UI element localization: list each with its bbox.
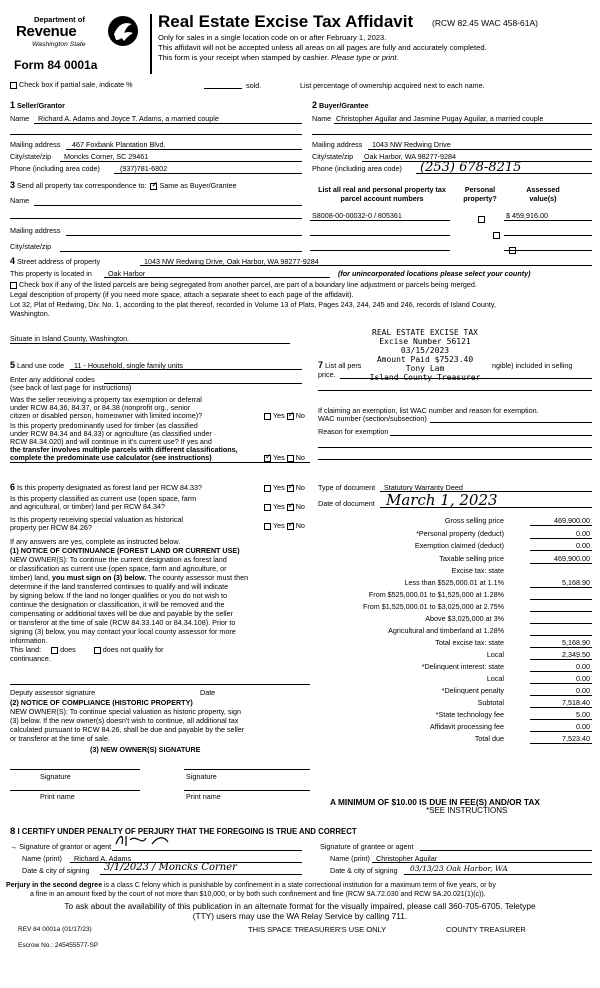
forest-q1: 6 Is this property designated as forest land per RCW 84.33? [10, 482, 202, 492]
owner-sig2: Signature [186, 772, 217, 781]
q2c: RCW 84.34.020) and will continue in it's current use? If yes and [10, 437, 212, 446]
treasurer-stamp: REAL ESTATE EXCISE TAX Excise Number 56121 03/15/2023 Amount Paid $7523.40 Tony Lam Island County Treasurer [369, 328, 481, 382]
forest-q3-yes[interactable] [264, 523, 271, 530]
dept-line1: Department of [34, 15, 85, 24]
header-note1: Only for sales in a single location code on or after February 1, 2023. [158, 33, 387, 42]
grantee-name[interactable]: Christopher Aguilar [376, 854, 438, 863]
certify-heading: 8 I CERTIFY UNDER PENALTY OF PERJURY THAT THE FOREGOING IS TRUE AND CORRECT [10, 826, 357, 837]
correspondence-row: 3 Send all property tax correspondence to: ✓ Same as Buyer/Grantee [10, 180, 237, 190]
corr-mailing-label: Mailing address [10, 226, 61, 235]
grantee-sig-label: Signature of grantee or agent [320, 842, 414, 851]
rev-number: REV 84 0001a (01/17/23) [18, 926, 92, 933]
notice1-l4: determine if the land transferred continues to qualify and will indicate [10, 582, 229, 591]
q1-yesno: Yes✓ No [262, 411, 305, 420]
header-divider [150, 14, 152, 74]
forest-q3-yesno: Yes✓ No [262, 521, 305, 530]
grantee-date-label: Date & city of signing [330, 866, 398, 875]
does-not-checkbox[interactable] [94, 647, 101, 654]
seller-mailing[interactable]: 467 Foxbank Plantation Blvd. [72, 140, 166, 149]
forest-q2a: Is this property classified as current use (open space, farm [10, 494, 197, 503]
seller-phone-label: Phone (including area code) [10, 164, 100, 173]
notice1-heading: (1) NOTICE OF CONTINUANCE (FOREST LAND OR CURRENT USE) [10, 546, 240, 555]
exemption-label: If claiming an exemption, list WAC number and reason for exemption. [318, 406, 539, 415]
buyer-name[interactable]: Christopher Aguilar and Jasmine Pugay Aguilar, a married couple [336, 114, 544, 123]
tax-row-line [530, 683, 592, 684]
tax-row-label: Affidavit processing fee [429, 722, 504, 731]
tax-row-label: Local [486, 650, 504, 659]
tax-row-line [530, 599, 592, 600]
tax-row-label: Subtotal [477, 698, 504, 707]
grantor-signature-icon [112, 832, 212, 850]
tax-row-label: From $1,525,000.01 to $3,025,000 at 2.75% [362, 602, 504, 611]
same-as-buyer-checkbox[interactable] [150, 183, 157, 190]
tax-row-label: Total due [474, 734, 504, 743]
land-use-code[interactable]: 11 - Household, single family units [74, 361, 183, 370]
header-note3: This form is your receipt when stamped by cashier. Please type or print. [158, 53, 399, 62]
q2a: Is this property predominantly used for timber (as classified [10, 421, 198, 430]
tax-row-label: *Delinquent penalty [441, 686, 504, 695]
tax-row-label: Agricultural and timberland at 1.28% [388, 626, 504, 635]
notice1-l9: signing (3) below, you may contact your local county assessor for more [10, 627, 236, 636]
escrow-number: Escrow No.: 245455577-SP [18, 942, 99, 949]
tax-row-line [530, 707, 592, 708]
tax-row-value[interactable]: 0.00 [576, 541, 590, 550]
seller-mailing-label: Mailing address [10, 140, 61, 149]
tax-row-label: *State technology fee [435, 710, 504, 719]
dept-line2: Revenue [16, 23, 77, 40]
tax-row-value[interactable]: 0.00 [576, 674, 590, 683]
revenue-logo [12, 14, 152, 58]
form-title: Real Estate Excise Tax Affidavit [158, 12, 414, 31]
notice1-l3: timber) land, you must sign on (3) below. The county assessor must then [10, 573, 249, 582]
assessed-col-header: Assessed value(s) [526, 185, 560, 203]
tax-row-value[interactable]: 0.00 [576, 722, 590, 731]
tax-row-value[interactable]: 5,168.90 [562, 578, 590, 587]
this-land-row: This land: does does not qualify for [10, 645, 164, 654]
form-rcw: (RCW 82.45 WAC 458-61A) [432, 18, 538, 28]
notice1-l7: compensating or additional taxes will be due and payable by the seller [10, 609, 233, 618]
seller-name[interactable]: Richard A. Adams and Joyce T. Adams, a married couple [38, 114, 219, 123]
notice3-heading: (3) NEW OWNER(S) SIGNATURE [90, 745, 201, 754]
tax-row-value[interactable]: 469,900.00 [554, 516, 590, 525]
form-id: Form 84 0001a [14, 58, 98, 72]
tax-row-label: Gross selling price [444, 516, 504, 525]
continuance: continuance. [10, 654, 51, 663]
personal-prop-c: price. [318, 370, 336, 379]
tax-row-line [530, 731, 592, 732]
tax-row-line [530, 538, 592, 539]
header-note2: This affidavit will not be accepted unless all areas on all pages are fully and accurately completed. [158, 43, 487, 52]
tax-row-value[interactable]: 7,518.40 [562, 698, 590, 707]
seller-city-label: City/state/zip [10, 152, 52, 161]
grantor-date[interactable]: 3/1/2023 / Moncks Corner [104, 862, 237, 873]
buyer-city-label: City/state/zip [312, 152, 354, 161]
grantor-date-label: Date & city of signing [22, 866, 90, 875]
personal-col-header: Personal property? [463, 185, 497, 203]
grantee-name-label: Name (print) [330, 854, 370, 863]
tax-row-line [530, 525, 592, 526]
corr-name-label: Name [10, 196, 30, 205]
tax-row-line [530, 659, 592, 660]
tax-row-value[interactable]: 0.00 [576, 662, 590, 671]
assessed-value[interactable]: $ 459,916.00 [506, 211, 548, 220]
notice2-l1: NEW OWNER(S): To continue special valuation as historic property, sign [10, 707, 242, 716]
avail-line2: (TTY) users may use the WA Relay Service by calling 711. [192, 911, 408, 921]
perjury-line2: a fine in an amount fixed by the court of not more than $10,000, or by both such confinement and fine (RCW 9A.72.030 and RCW 9A.20.021(1)(c)). [30, 891, 486, 898]
segregated-row: Check box if any of the listed parcels are being segregated from another parcel, are part of a boundary line adjustment or parcels being merged. [8, 280, 477, 289]
county-treasurer: COUNTY TREASURER [446, 925, 526, 934]
tax-row-value[interactable]: 5,168.90 [562, 638, 590, 647]
q2-yesno: ✓ Yes No [262, 453, 305, 462]
buyer-heading: 2 Buyer/Grantee [312, 100, 369, 110]
perjury-line1: Perjury in the second degree is a class C felony which is punishable by confinement in a state correctional institution for a maximum term of five years, or by [6, 882, 496, 889]
buyer-mailing-label: Mailing address [312, 140, 363, 149]
tax-row-label: Above $3,025,000 at 3% [425, 614, 504, 623]
tax-row-label: Taxable selling price [439, 554, 504, 563]
tax-row-line [530, 695, 592, 696]
notice1-l2: or classification as current use (open space, farm and agriculture, or [10, 564, 227, 573]
dept-line3: Washington State [32, 41, 86, 48]
deputy-label: Deputy assessor signature [10, 688, 96, 697]
owner-sig1: Signature [40, 772, 71, 781]
wac-label: WAC number (section/subsection) [318, 414, 427, 423]
property-street[interactable]: 1043 NW Redwing Drive, Oak Harbor, WA 98277-9284 [144, 257, 319, 266]
forest-q2b: and agricultural, or timber) land per RCW 84.34? [10, 502, 166, 511]
personal-checkbox-2[interactable] [493, 232, 500, 239]
forest-q2-yesno: Yes✓ No [262, 502, 305, 511]
revenue-seal-icon [106, 14, 140, 48]
unincorporated-note: (for unincorporated locations please select your county) [338, 269, 531, 278]
corr-city-label: City/state/zip [10, 242, 52, 251]
notice1-l10: information. [10, 636, 48, 645]
q1c: citizen or disabled person, homeowner with limited income)? [10, 411, 203, 420]
tax-row-line [530, 587, 592, 588]
forest-if-yes: If any answers are yes, complete as instructed below. [10, 537, 181, 546]
q2-yes-checkbox[interactable] [264, 455, 271, 462]
see-back: (see back of last page for instructions) [10, 383, 132, 392]
forest-q1-yesno: Yes✓ No [262, 483, 305, 492]
located-label: This property is located in [10, 269, 92, 278]
grantor-name-label: Name (print) [22, 854, 62, 863]
tax-row-value[interactable]: 0.00 [576, 529, 590, 538]
list-pct: List percentage of ownership acquired next to each name. [300, 81, 485, 90]
seller-phone[interactable]: (937)781-6802 [120, 164, 168, 173]
doc-date-label: Date of document [318, 499, 375, 508]
notice2-l3: calculated pursuant to RCW 84.26, shall be due and payable by the seller [10, 725, 245, 734]
treasurer-use: THIS SPACE TREASURER'S USE ONLY [248, 925, 387, 934]
q1-yes-checkbox[interactable] [264, 413, 271, 420]
additional-codes: Enter any additional codes [10, 375, 95, 384]
forest-q3-no[interactable] [287, 523, 294, 530]
grantee-date[interactable]: 03/13/23 Oak Harbor, WA [410, 864, 508, 873]
doc-type[interactable]: Statutory Warranty Deed [384, 483, 463, 492]
personal-checkbox-1[interactable] [478, 216, 485, 223]
buyer-mailing[interactable]: 1043 NW Redwing Drive [372, 140, 451, 149]
notice2-l2: (3) below. If the new owner(s) doesn't wish to continue, all additional tax [10, 716, 239, 725]
q1-no-checkbox[interactable] [287, 413, 294, 420]
buyer-name-label: Name [312, 114, 332, 123]
q2d: the transfer involves multiple parcels with different classifications, [10, 445, 238, 454]
tax-row-label: Excise tax: state [451, 566, 504, 575]
tax-row-line [530, 647, 592, 648]
buyer-city[interactable]: Oak Harbor, WA 98277-9284 [364, 152, 457, 161]
tax-row-label: *Delinquent interest: state [421, 662, 504, 671]
legal-label: Legal description of property (if you need more space, attach a separate sheet to each page of the affidavit). [10, 290, 354, 299]
tax-row-line [530, 671, 592, 672]
land-use-row: 5 Land use code [10, 360, 65, 370]
notice1-l1: NEW OWNER(S): To continue the current designation as forest land [10, 555, 227, 564]
tax-row-label: Less than $525,000.01 at 1.1% [404, 578, 504, 587]
personal-prop-row: 7 List all pers [318, 360, 362, 370]
tax-row-line [530, 550, 592, 551]
forest-q1-no[interactable] [287, 485, 294, 492]
tax-row-line [530, 743, 592, 744]
forest-q1-yes[interactable] [264, 485, 271, 492]
owner-print1: Print name [40, 792, 75, 801]
legal-line2[interactable]: Washington. [10, 309, 50, 318]
avail-line1: To ask about the availability of this publication in an alternate format for the visually impaired, please call 360-705-6705. Teletype [64, 901, 536, 911]
tax-row-line [530, 719, 592, 720]
personal-prop-b: ngible) included in selling [492, 361, 573, 370]
legal-line1[interactable]: Lot 32, Plat of Redwing, Div. No. 1, according to the plat thereof, recorded in Volume 13 of Plats, Pages 243, 244, 245 and 246, records of Island County, [10, 300, 496, 309]
does-checkbox[interactable] [51, 647, 58, 654]
notice1-l8: or transferor at the time of sale (RCW 84.33.140 or 84.34.108). Prior to [10, 618, 236, 627]
partial-sale-row: Check box if partial sale, indicate % [8, 80, 132, 89]
forest-q2-yes[interactable] [264, 504, 271, 511]
notice2-l4: or transferor at the time of sale. [10, 734, 110, 743]
notice1-l6: continue the designation or classification, it will be removed and the [10, 600, 225, 609]
forest-q3b: property per RCW 84.26? [10, 523, 92, 532]
grantor-name[interactable]: Richard A. Adams [74, 854, 132, 863]
tax-row-line [530, 635, 592, 636]
tax-row-label: Total excise tax: state [435, 638, 504, 647]
seller-heading: 1 Seller/Grantor [10, 100, 65, 110]
tax-row-value[interactable]: 469,900.00 [554, 554, 590, 563]
forest-q3a: Is this property receiving special valuation as historical [10, 515, 183, 524]
buyer-phone[interactable]: (253) 678-8215 [420, 160, 522, 175]
doc-date[interactable]: March 1, 2023 [386, 491, 498, 509]
notice1-l5: by signing below. If the land no longer qualifies or you do not wish to [10, 591, 227, 600]
tax-row-value[interactable]: 0.00 [576, 686, 590, 695]
deputy-date-label: Date [200, 688, 216, 697]
grantor-sig-label: → Signature of grantor or agent [10, 842, 112, 851]
q1b: under RCW 84.36, 84.37, or 84.38 (nonprofit org., senior [10, 403, 191, 412]
tax-row-label: From $525,000.01 to $1,525,000 at 1.28% [368, 590, 504, 599]
located-value[interactable]: Oak Harbor [108, 269, 146, 278]
partial-sale-checkbox[interactable] [10, 82, 17, 89]
q2-no-checkbox[interactable] [287, 455, 294, 462]
buyer-phone-label: Phone (including area code) [312, 164, 402, 173]
partial-pct-line [204, 88, 242, 89]
tax-row-line [530, 611, 592, 612]
tax-row-label: Exemption claimed (deduct) [414, 541, 504, 550]
owner-print2: Print name [186, 792, 221, 801]
see-instructions: *SEE INSTRUCTIONS [426, 806, 508, 815]
tax-row-value[interactable]: 7,523.40 [562, 734, 590, 743]
tax-row-label: *Personal property (deduct) [416, 529, 504, 538]
minimum-note: A MINIMUM OF $10.00 IS DUE IN FEE(S) AND/OR TAX [330, 797, 540, 807]
doc-type-label: Type of document [318, 483, 376, 492]
segregated-checkbox[interactable] [10, 282, 17, 289]
seller-city[interactable]: Moncks Corner, SC 29461 [64, 152, 149, 161]
parcel-col-header: List all real and personal property tax parcel account numbers [318, 185, 446, 203]
tax-row-value[interactable]: 2,349.50 [562, 650, 590, 659]
street-row: 4 Street address of property [10, 256, 101, 266]
tax-row-value[interactable]: 5.00 [576, 710, 590, 719]
seller-name-label: Name [10, 114, 30, 123]
partial-sold: sold. [246, 81, 262, 90]
tax-row-line [530, 563, 592, 564]
situate: Situate in Island County, Washington. [10, 334, 130, 343]
reason-label: Reason for exemption [318, 427, 389, 436]
notice2-heading: (2) NOTICE OF COMPLIANCE (HISTORIC PROPERTY) [10, 698, 193, 707]
q2e: complete the predominate use calculator (see instructions) [10, 453, 212, 462]
q2b: under RCW 84.34 and 84.33) or agriculture (as classified under [10, 429, 212, 438]
tax-row-label: Local [486, 674, 504, 683]
tax-row-line [530, 623, 592, 624]
forest-q2-no[interactable] [287, 504, 294, 511]
parcel-number[interactable]: S8008-00-00032-0 / 805361 [312, 211, 402, 220]
q1a: Was the seller receiving a property tax exemption or deferral [10, 395, 202, 404]
